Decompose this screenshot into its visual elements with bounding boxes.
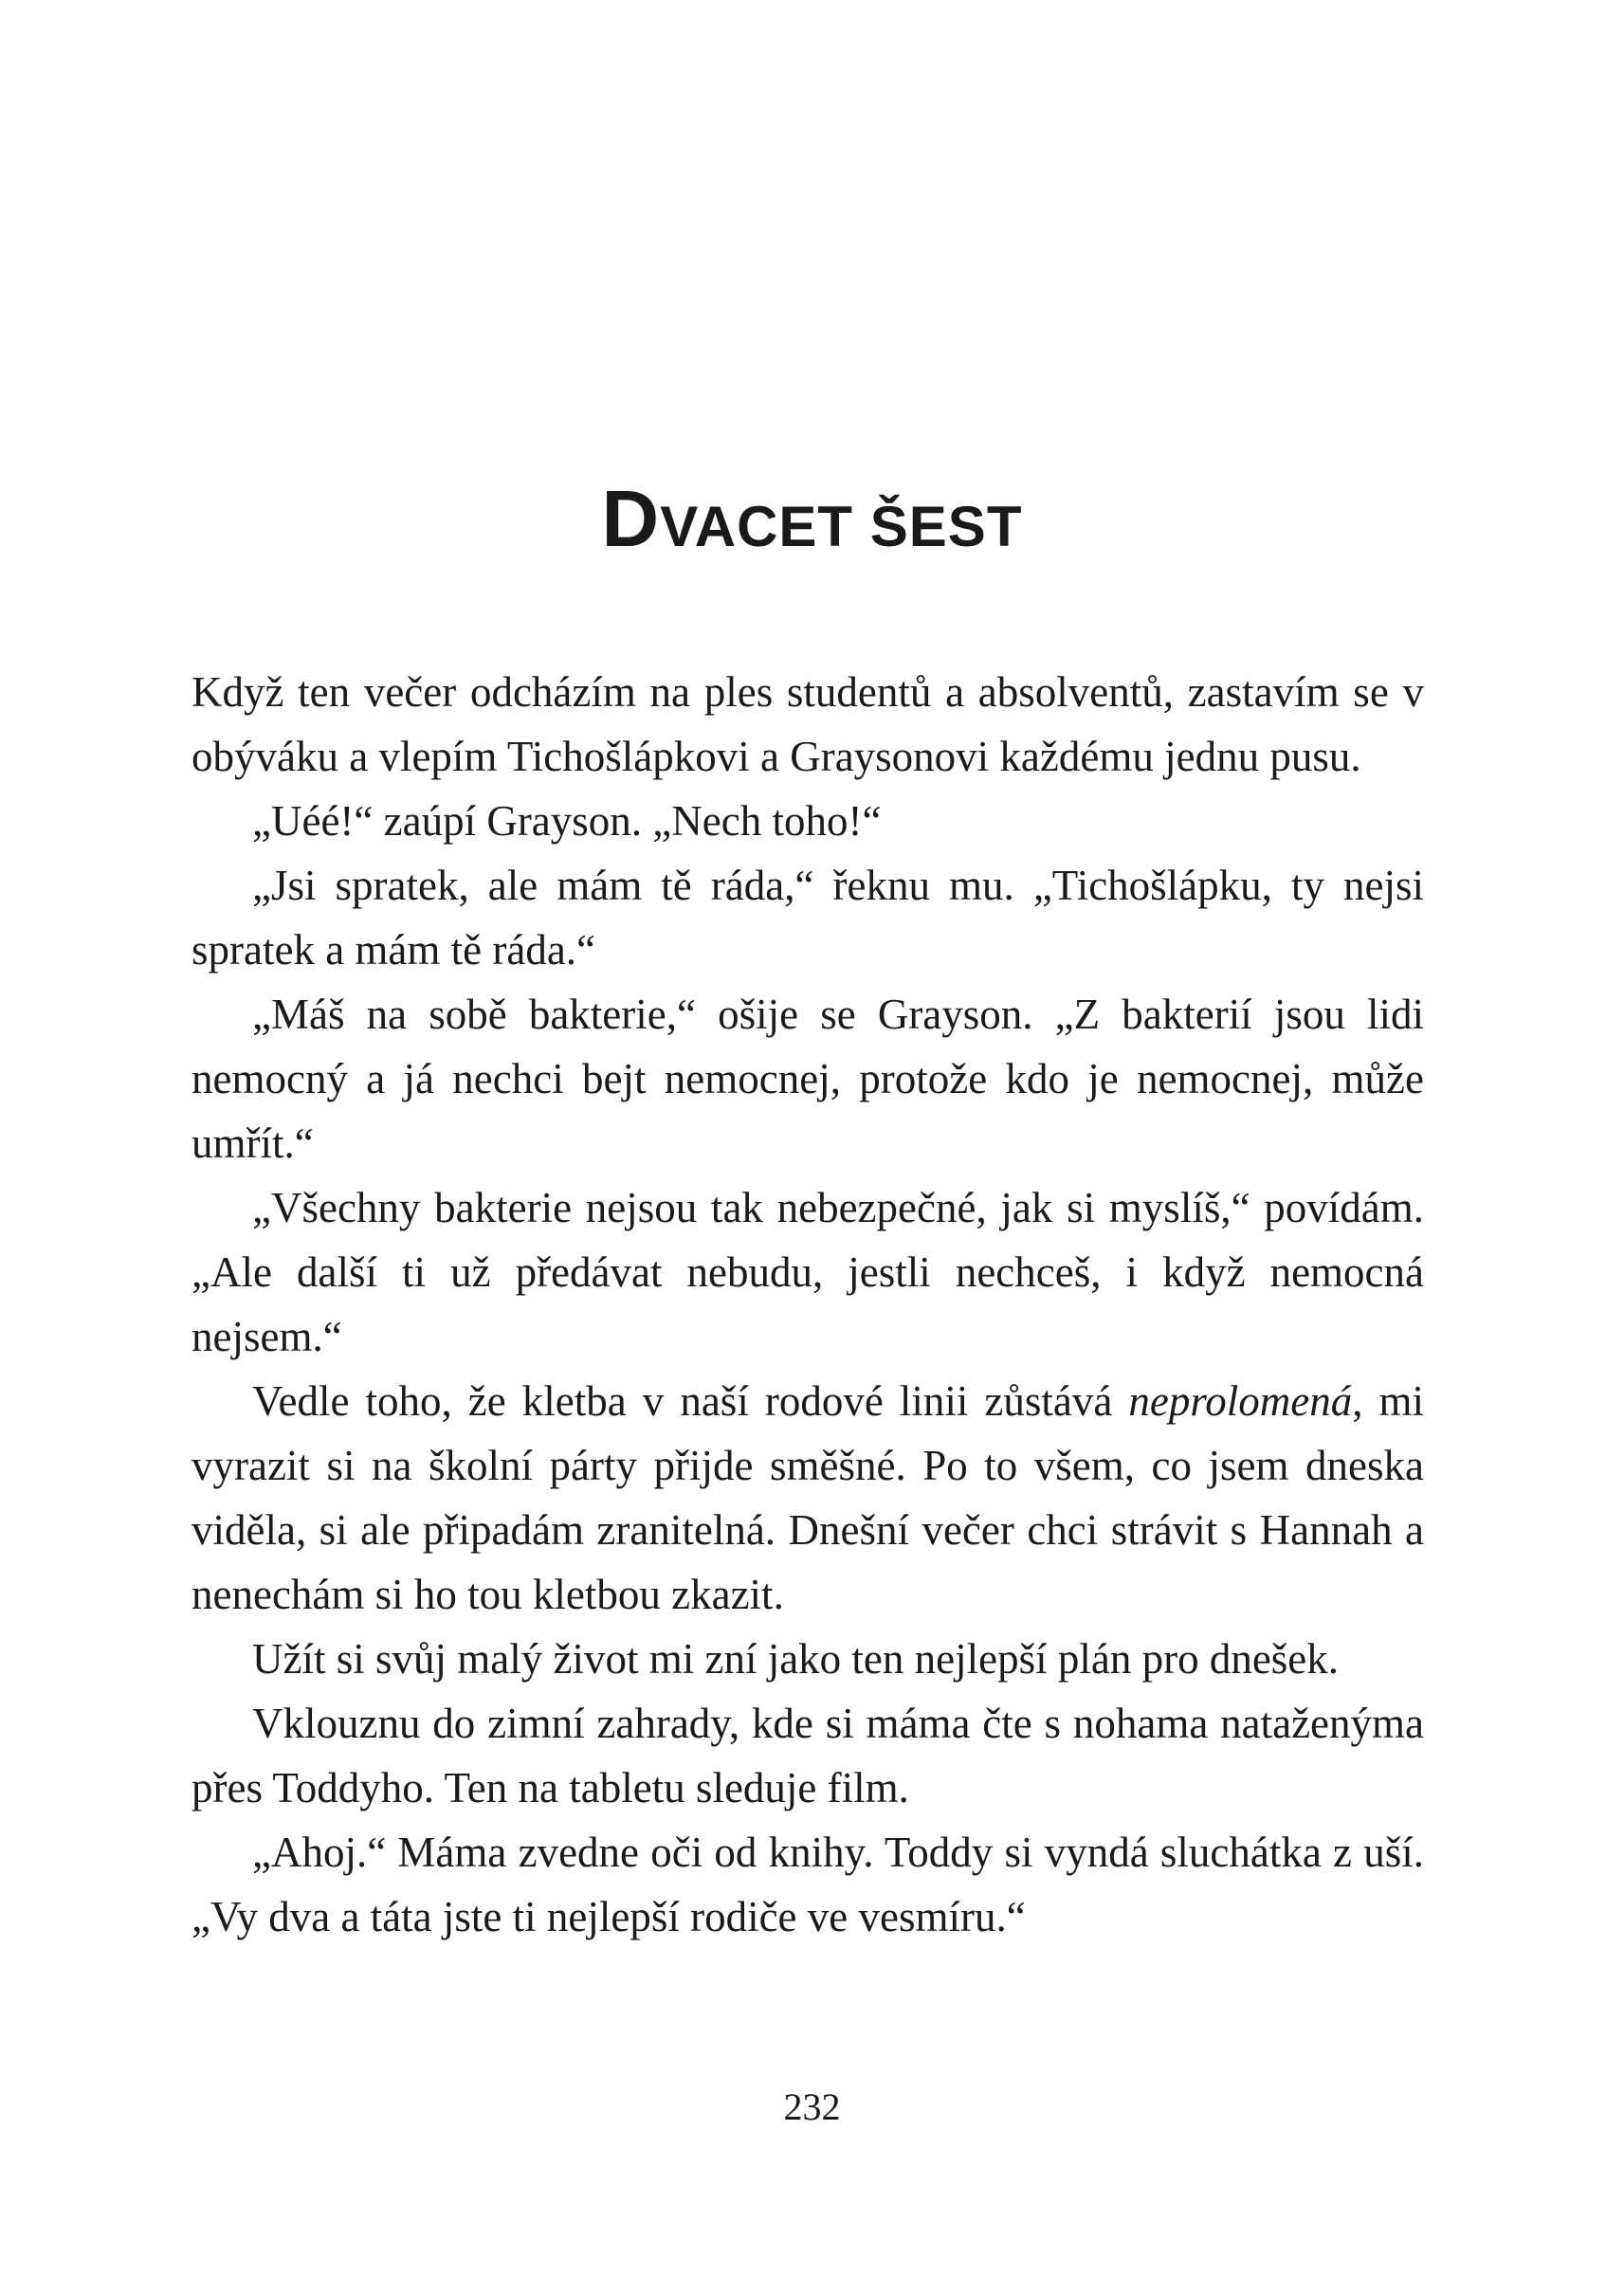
paragraph-6 [192,1369,1424,1627]
paragraph-8: Vklouznu do zimní zahrady, kde si máma čte s nohama nataženýma přes Toddyho. Ten na tabletu sleduje film. [192,1700,1424,1812]
paragraph-9: „Ahoj.“ Máma zvedne oči od knihy. Toddy si vyndá sluchátka z uší. „Vy dva a táta jste ti nejlepší rodiče ve vesmíru.“ [192,1829,1424,1940]
paragraph-6-emphasis: neprolomená [1128,1377,1353,1425]
chapter-title [0,474,1624,564]
paragraph-1: Když ten večer odcházím na ples studentů a absolventů, zastavím se v obýváku a vlepím Tichošlápkovi a Graysonovi každému jednu pusu. [192,668,1424,780]
paragraph-3: „Jsi spratek, ale mám tě ráda,“ řeknu mu. „Tichošlápku, ty nejsi spratek a mám tě ráda.“ [192,862,1424,974]
chapter-body [192,660,1424,1949]
chapter-title-rest: VACET ŠEST [660,495,1023,559]
chapter-title-initial: D [601,474,661,564]
paragraph-6-after: , mi vyrazit si na školní párty přijde směšné. Po to všem, co jsem dneska viděla, si ale připadám zranitelná. Dnešní večer chci strávit s Hannah a nenechám si ho tou kletbou zkazit. [192,1377,1425,1618]
paragraph-6-before: Vedle toho, že kletba v naší rodové linii zůstává [252,1377,1129,1425]
paragraph-7: Užít si svůj malý život mi zní jako ten nejlepší plán pro dnešek. [252,1635,1340,1683]
paragraph-4: „Máš na sobě bakterie,“ ošije se Grayson. „Z bakterií jsou lidi nemocný a já nechci bejt nemocnej, protože kdo je nemocnej, může umřít.“ [192,991,1424,1167]
paragraph-2: „Uéé!“ zaúpí Grayson. „Nech toho!“ [252,797,882,845]
paragraph-5: „Všechny bakterie nejsou tak nebezpečné, jak si myslíš,“ povídám. „Ale další ti už předávat nebudu, jestli nechceš, i když nemocná nejsem.“ [192,1184,1424,1360]
page-number: 232 [783,2085,841,2128]
